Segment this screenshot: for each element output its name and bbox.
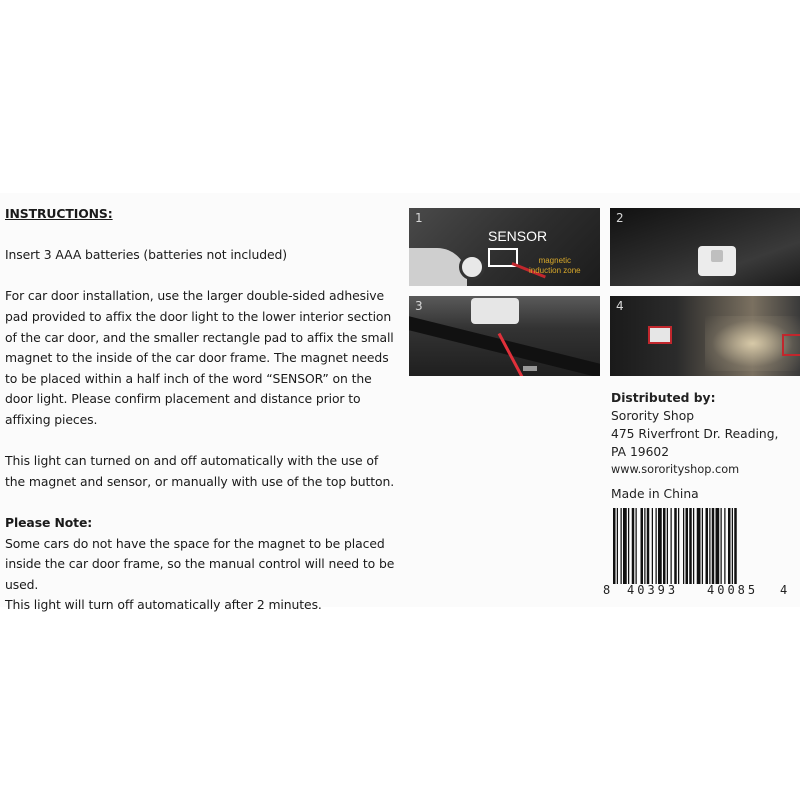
barcode-bar [647,508,650,584]
mounted-door-light [698,246,736,276]
barcode-bar [658,508,662,584]
barcode-bar [712,508,715,584]
barcode-bar [678,508,679,584]
induction-zone-line2: induction zone [529,266,581,275]
magnet-highlight [782,334,800,356]
barcode-bar [706,508,709,584]
induction-zone-label [529,256,581,276]
barcode-bar [652,508,653,584]
distributor-name: Sorority Shop [611,409,695,423]
barcode-bar [674,508,677,584]
barcode-bar [709,508,710,584]
barcode-bar [697,508,701,584]
barcode-bar [686,508,689,584]
instructions-section [5,204,400,616]
barcode-check-digit: 4 [780,583,788,597]
installation-text: For car door installation, use the larger double-sided adhesive pad provided to affix the door light to the lower interior section of the car door, and the smaller rectangle pad to affix the small magnet to the inside of the car door frame. The magnet needs to be placed within a half inch of the word “SENSOR” on the door light. Please confirm placement and distance prior to affixing pieces. [5,288,394,427]
barcode-bar [644,508,645,584]
distributor-website: www.sororityshop.com [611,463,740,476]
barcode-bar [671,508,672,584]
barcode-bar [724,508,725,584]
distributor-heading: Distributed by: [611,391,716,405]
barcode-bar [728,508,731,584]
step-2-photo [610,208,800,286]
barcode-bar [732,508,733,584]
step-2-number: 2 [616,211,624,225]
top-button [711,250,723,262]
step-3-photo [409,296,600,376]
barcode-bar [621,508,622,584]
barcode-bar [702,508,703,584]
barcode [613,508,779,584]
note-heading: Please Note: [5,514,93,530]
note-text-2: This light will turn off automatically after 2 minutes. [5,597,322,613]
barcode-bar [663,508,666,584]
distributor-address-line1: 475 Riverfront Dr. Reading, [611,427,779,441]
distributor-section [611,389,791,503]
door-light-device [471,298,519,324]
barcode-lead-digit: 8 [603,583,611,597]
sensor-label: SENSOR [488,228,548,244]
barcode-bar [623,508,627,584]
operation-text: This light can turned on and off automatically with the use of the magnet and sensor, or manually with use of the top button. [5,453,395,489]
magnet [523,366,537,371]
note-text-1: Some cars do not have the space for the magnet to be placed inside the car door frame, so the manual control will need to be used. [5,535,395,592]
barcode-bar [693,508,694,584]
batteries-text: Insert 3 AAA batteries (batteries not included) [5,247,288,263]
door-light-highlight [648,326,672,344]
step-1-photo [409,208,600,286]
barcode-bar [721,508,722,584]
barcode-bar [716,508,720,584]
barcode-bar [656,508,657,584]
barcode-right-group: 40085 [707,583,759,597]
made-in-label: Made in China [611,487,699,501]
barcode-bar [641,508,644,584]
barcode-bar [689,508,692,584]
barcode-bar [617,508,618,584]
barcode-bar [632,508,635,584]
barcode-bar [613,508,616,584]
step-4-number: 4 [616,299,624,313]
barcode-bar [683,508,684,584]
barcode-bar [636,508,637,584]
distributor-address-line2: PA 19602 [611,445,670,459]
step-3-number: 3 [415,299,423,313]
door-light-device [459,254,485,280]
barcode-bar [667,508,668,584]
step-1-number: 1 [415,211,423,225]
barcode-bar [628,508,629,584]
barcode-left-group: 40393 [627,583,679,597]
barcode-bar [734,508,737,584]
step-4-photo [610,296,800,376]
induction-zone-line1: magnetic [538,256,572,265]
instructions-heading: INSTRUCTIONS: [5,206,113,221]
